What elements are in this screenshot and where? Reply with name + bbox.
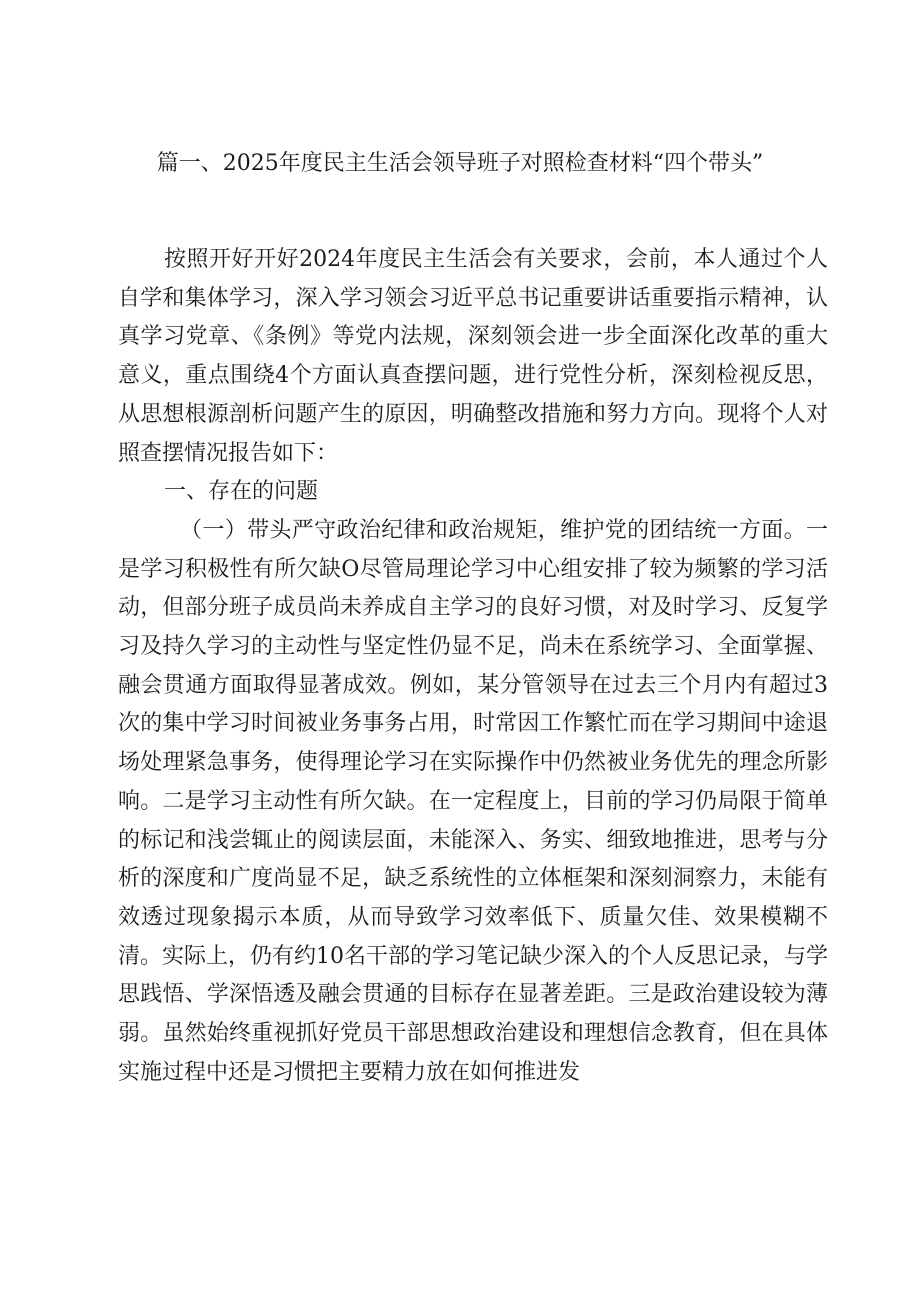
intro-paragraph: 按照开好开好2024年度民主生活会有关要求，会前，本人通过个人自学和集体学习，深入学习领会习近平总书记重要讲话重要指示精神，认真学习党章、《条例》等党内法规，深刻领会进一步全面深化改革的重大意义，重点围绕4个方面认真查摆问题，进行党性分析，深刻检视反思，从思想根源剖析问题产生的原因，明确整改措施和努力方向。现将个人对照查摆情况报告如下： bbox=[118, 247, 828, 466]
section-heading: 一、存在的问题 bbox=[164, 479, 319, 505]
document-body bbox=[118, 241, 828, 1092]
subsection-paragraph: （一）带头严守政治纪律和政治规矩，维护党的团结统一方面。一是学习积极性有所欠缺O尽管局理论学习中心组安排了较为频繁的学习活动，但部分班子成员尚未养成自主学习的良好习惯，对及时学习、反复学习及持久学习的主动性与坚定性仍显不足，尚未在系统学习、全面掌握、融会贯通方面取得显著成效。例如，某分管领导在过去三个月内有超过3次的集中学习时间被业务事务占用，时常因工作繁忙而在学习期间中途退场处理紧急事务，使得理论学习在实际操作中仍然被业务优先的理念所影响。二是学习主动性有所欠缺。在一定程度上，目前的学习仍局限于简单的标记和浅尝辄止的阅读层面，未能深入、务实、细致地推进，思考与分析的深度和广度尚显不足，缺乏系统性的立体框架和深刻洞察力，未能有效透过现象揭示本质，从而导致学习效率低下、质量欠佳、效果模糊不清。实际上，仍有约10名干部的学习笔记缺少深入的个人反思记录，与学思践悟、学深悟透及融会贯通的目标存在显著差距。三是政治建设较为薄弱。虽然始终重视抓好党员干部思想政治建设和理想信念教育，但在具体实施过程中还是习惯把主要精力放在如何推进发 bbox=[118, 517, 828, 1085]
document-title: 篇一、2025年度民主生活会领导班子对照检查材料“四个带头” bbox=[156, 151, 764, 176]
